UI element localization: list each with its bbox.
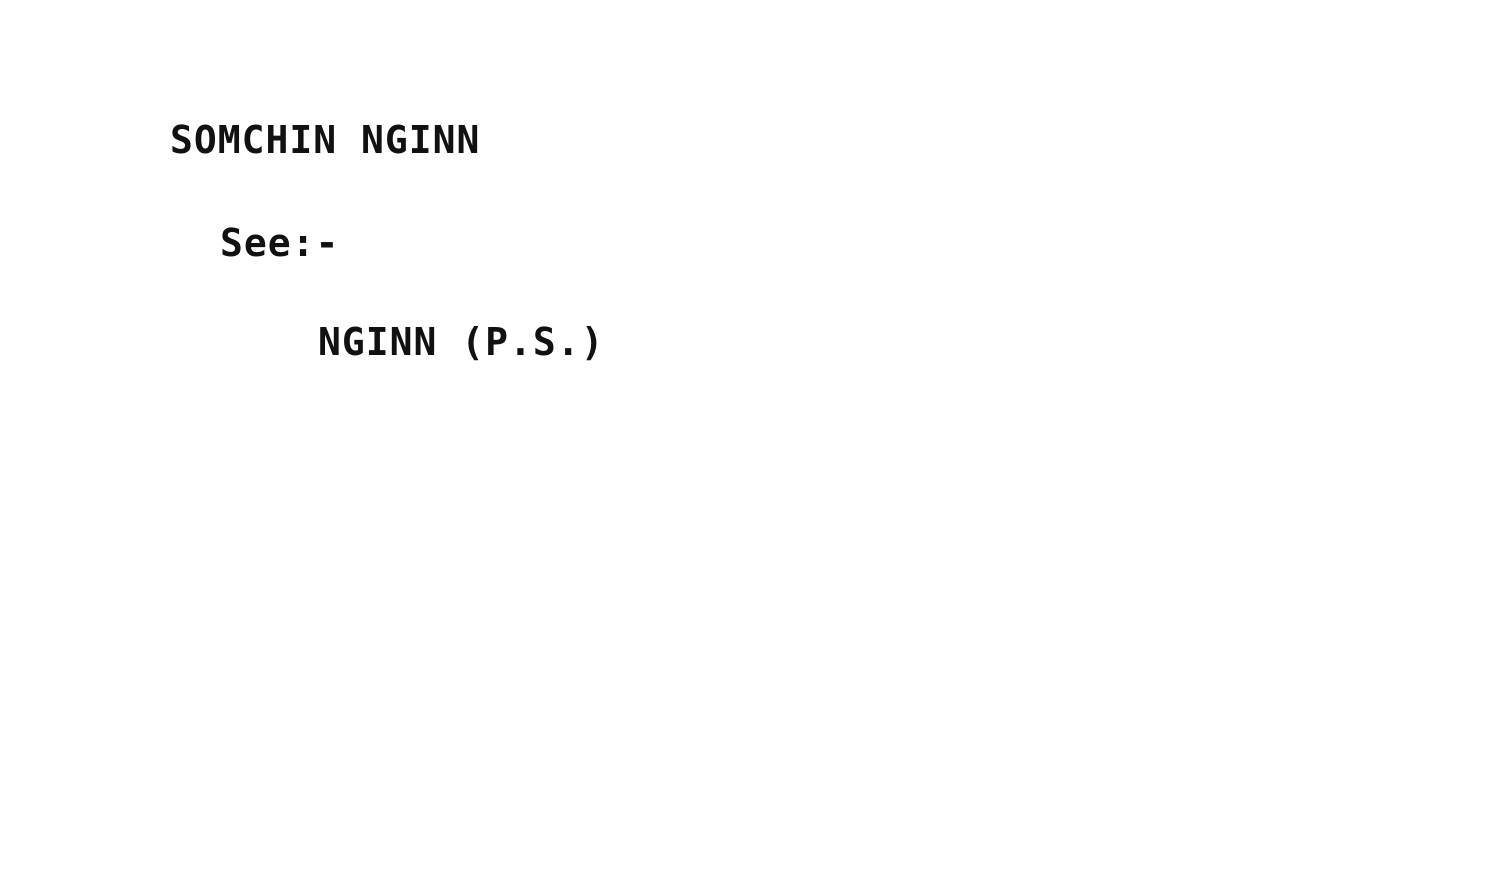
see-label: See:- [220,221,340,265]
cross-reference: NGINN (P.S.) [318,320,605,364]
card-heading: SOMCHIN NGINN [170,118,481,162]
